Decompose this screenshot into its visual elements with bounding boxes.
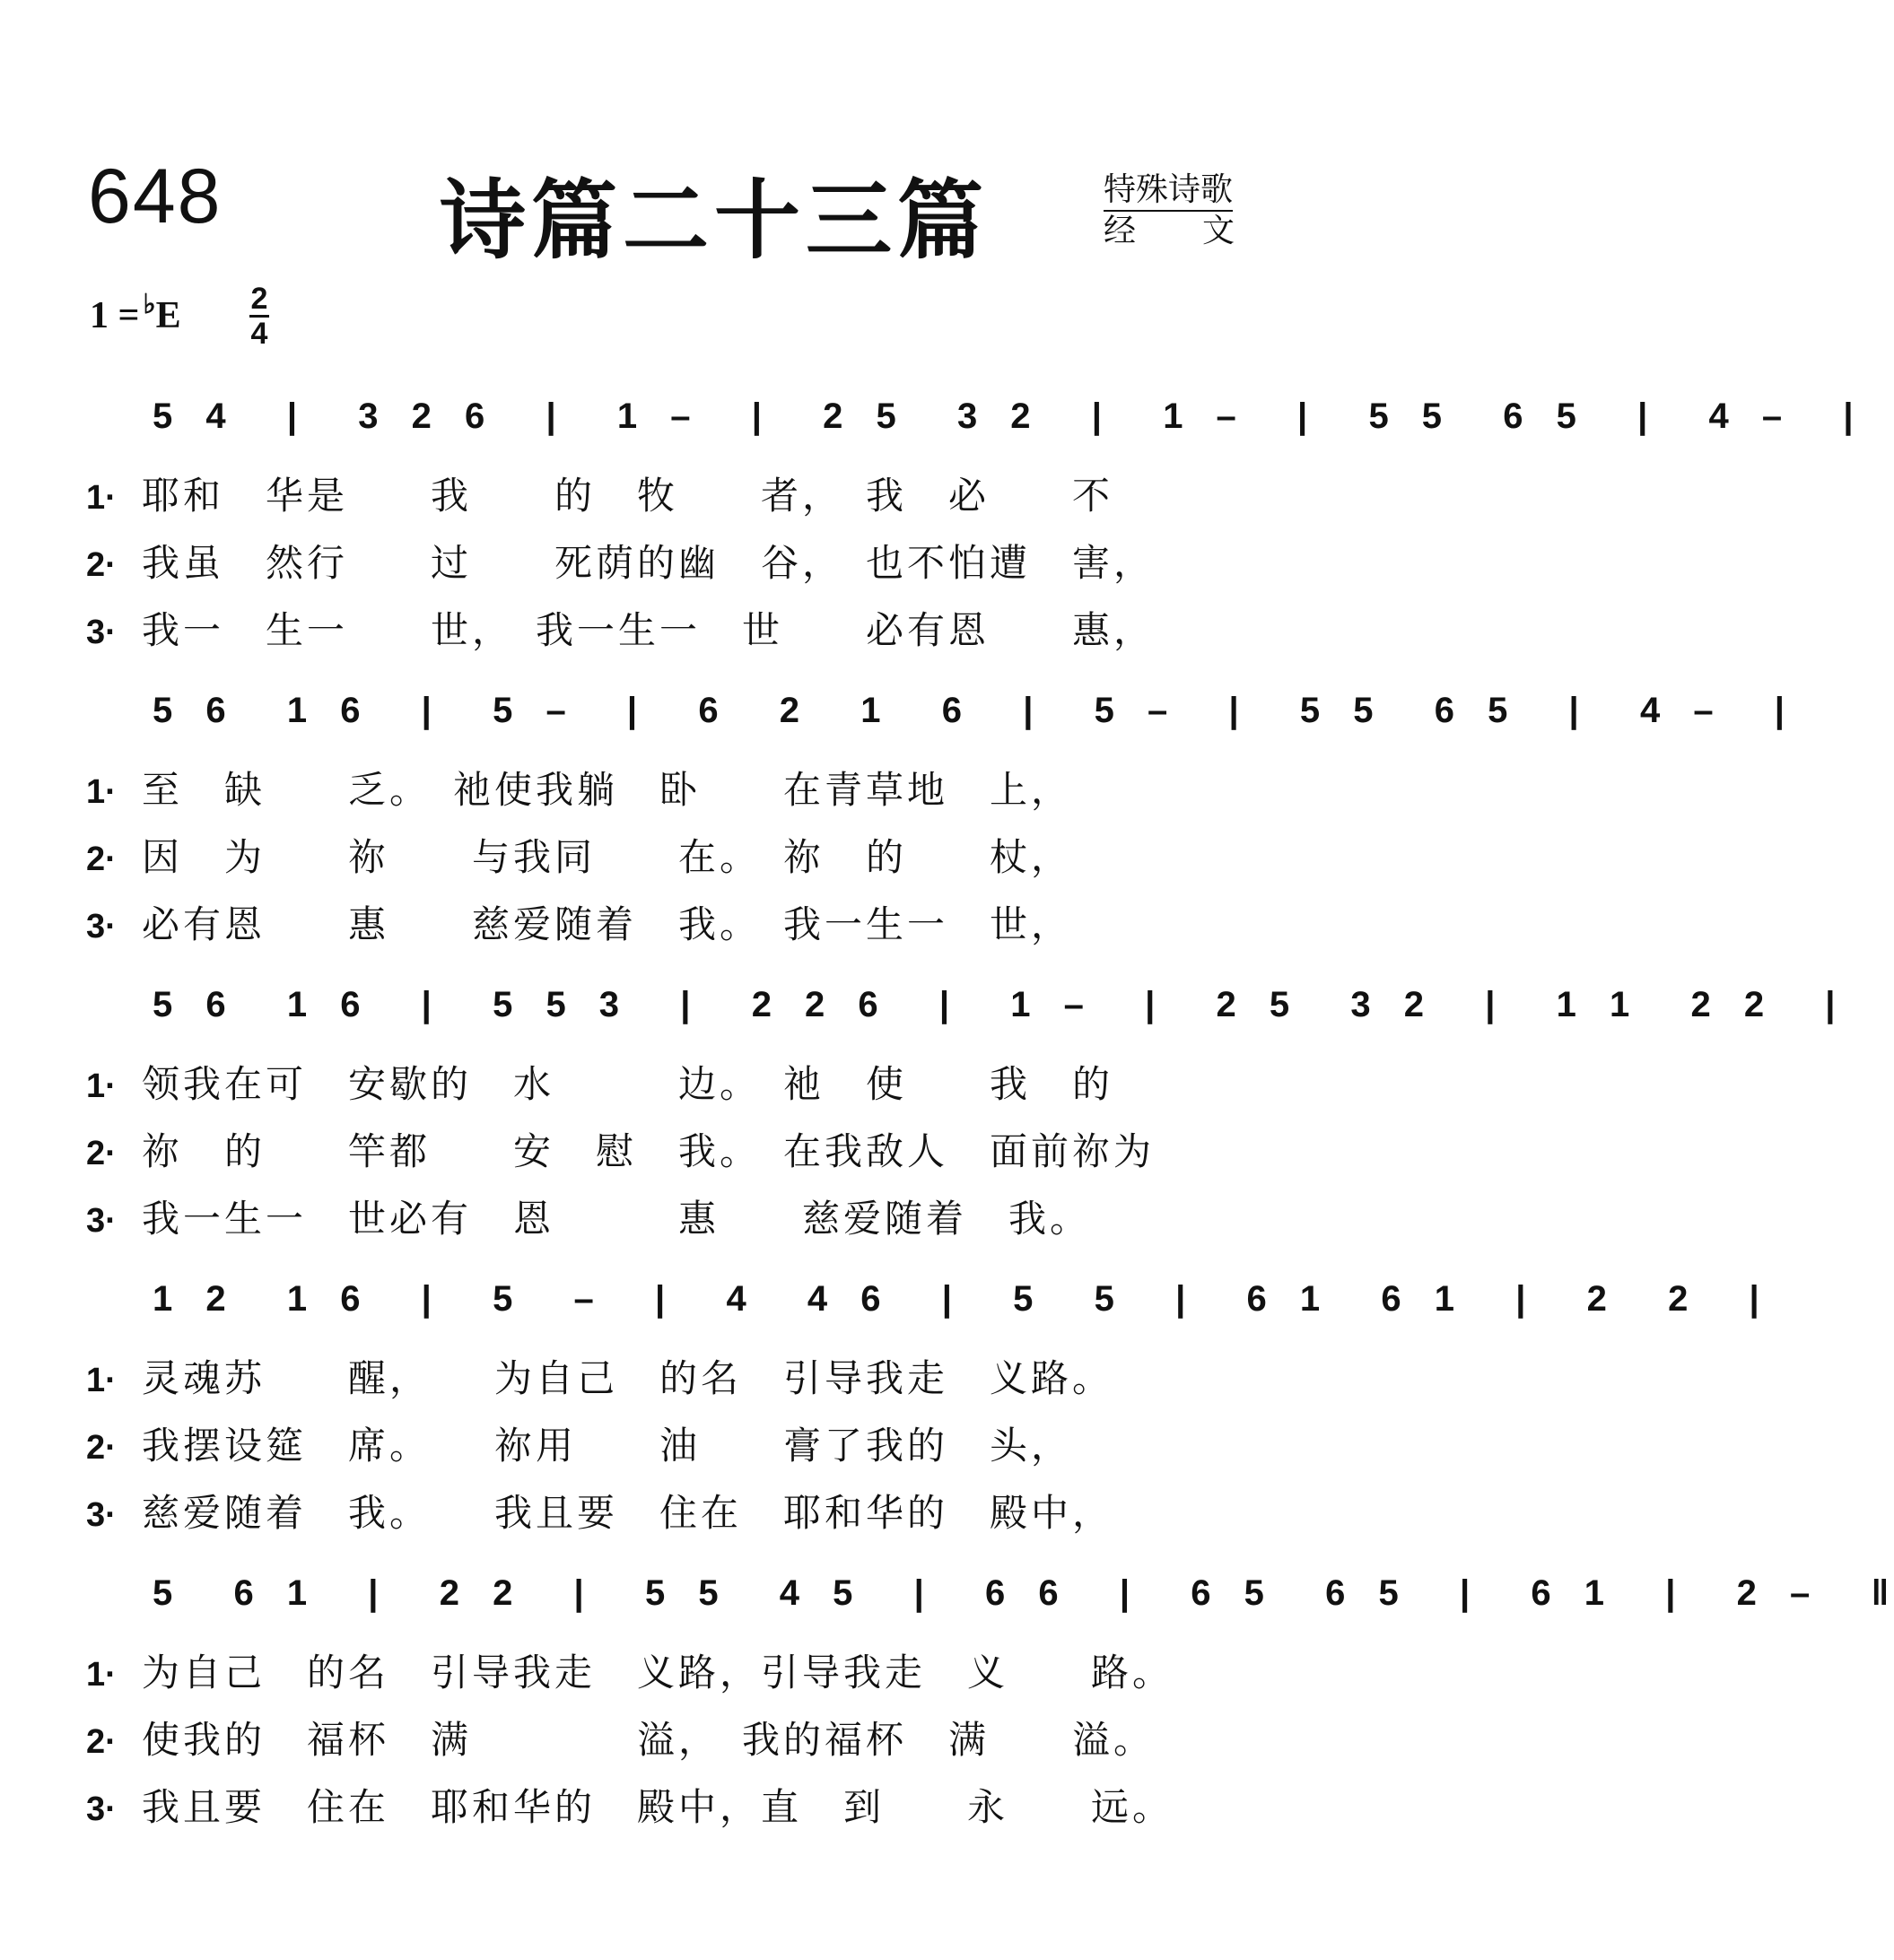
- verse-number: 2·: [86, 546, 117, 584]
- lyric-text: 至 缺 乏。 祂使我躺 卧 在青草地 上，: [142, 768, 1073, 812]
- source-char-2: 文: [1201, 213, 1235, 249]
- lyric-line: [86, 1643, 1174, 1697]
- verse-number: 3·: [86, 1790, 117, 1828]
- lyric-line: [86, 1122, 1155, 1176]
- lyric-text: 灵魂苏 醒， 为自己 的名 引导我走 义路。: [142, 1356, 1114, 1400]
- hymn-title: 诗篇二十三篇: [440, 170, 989, 271]
- time-bottom: 4: [250, 317, 268, 351]
- verse-number: 3·: [86, 1202, 117, 1240]
- lyric-text: 我虽 然行 过 死荫的幽 谷， 也不怕遭 害，: [142, 541, 1156, 585]
- source-label: [1104, 212, 1235, 251]
- lyric-text: 我且要 住在 耶和华的 殿中，直 到 永 远。: [142, 1785, 1174, 1829]
- lyric-line: [86, 601, 1155, 655]
- lyric-text: 我一 生一 世， 我一生一 世 必有恩 惠，: [142, 608, 1156, 652]
- notation-line: [0, 974, 1841, 1055]
- verse-number: 2·: [86, 841, 117, 878]
- verse-number: 1·: [86, 1362, 117, 1399]
- lyric-text: 我摆设筵 席。 祢用 油 膏了我的 头，: [142, 1424, 1073, 1468]
- verse-number: 3·: [86, 1496, 117, 1534]
- lyric-line: [86, 466, 1113, 520]
- lyric-line: [86, 1416, 1072, 1470]
- notation-line: [0, 386, 1859, 466]
- key-signature: [90, 290, 181, 337]
- notation-line: [0, 680, 1790, 761]
- lyric-line: [86, 1778, 1174, 1832]
- time-signature: [249, 283, 269, 349]
- lyric-text: 领我在可 安歇的 水 边。 祂 使 我 的: [142, 1062, 1114, 1106]
- verse-number: 1·: [86, 1656, 117, 1694]
- lyric-text: 必有恩 惠 慈爱随着 我。 我一生一 世，: [142, 902, 1073, 946]
- lyric-line: [86, 1484, 1113, 1538]
- notation-text: 5 6 1 | 2 2 | 5 5 4 5 | 6 6 | 6 5 6 5 | 6 1 | 2 – ‖: [153, 1573, 1894, 1613]
- hymn-meta: [1104, 170, 1235, 251]
- verse-number: 2·: [86, 1429, 117, 1467]
- lyric-line: [86, 761, 1072, 814]
- lyric-line: [86, 534, 1155, 588]
- hymn-number: 648: [88, 153, 223, 240]
- time-top: 2: [250, 282, 268, 316]
- notation-text: 5 4 | 3 2 6 | 1 – | 2 5 3 2 | 1 – | 5 5 6 5 | 4 – |: [153, 396, 1859, 436]
- notation-line: [0, 1268, 1765, 1349]
- lyric-text: 耶和 华是 我 的 牧 者， 我 必 不: [142, 474, 1114, 518]
- lyric-line: [86, 1349, 1113, 1403]
- notation-text: 1 2 1 6 | 5 – | 4 4 6 | 5 5 | 6 1 6 1 | 2 2 |: [153, 1279, 1765, 1319]
- lyric-line: [86, 1055, 1113, 1109]
- lyric-line: [86, 828, 1072, 882]
- lyric-text: 祢 的 竿都 安 慰 我。 在我敌人 面前祢为: [142, 1129, 1156, 1173]
- category-label: 特殊诗歌: [1104, 170, 1233, 212]
- lyric-line: [86, 1189, 1091, 1243]
- lyric-text: 我一生一 世必有 恩 惠 慈爱随着 我。: [142, 1197, 1092, 1241]
- key-prefix: 1 =: [90, 295, 140, 336]
- verse-number: 1·: [86, 773, 117, 811]
- lyric-line: [86, 895, 1072, 949]
- notation-text: 5 6 1 6 | 5 – | 6 2 1 6 | 5 – | 5 5 6 5 | 4 – |: [153, 691, 1790, 730]
- verse-number: 1·: [86, 479, 117, 517]
- flat-icon: ♭: [143, 290, 156, 319]
- lyric-text: 因 为 祢 与我同 在。 祢 的 杖，: [142, 835, 1073, 879]
- verse-number: 3·: [86, 908, 117, 945]
- lyric-text: 慈爱随着 我。 我且要 住在 耶和华的 殿中，: [142, 1491, 1114, 1535]
- verse-number: 2·: [86, 1135, 117, 1172]
- lyric-line: [86, 1711, 1155, 1764]
- verse-number: 3·: [86, 614, 117, 651]
- verse-number: 2·: [86, 1723, 117, 1761]
- notation-text: 5 6 1 6 | 5 5 3 | 2 2 6 | 1 – | 2 5 3 2 | 1 1 2 2 |: [153, 985, 1841, 1024]
- key-note: E: [155, 295, 181, 336]
- verse-number: 1·: [86, 1067, 117, 1105]
- lyric-text: 为自己 的名 引导我走 义路，引导我走 义 路。: [142, 1651, 1174, 1694]
- notation-line: [0, 1563, 1894, 1643]
- lyric-text: 使我的 福杯 满 溢， 我的福杯 满 溢。: [142, 1718, 1156, 1762]
- source-char-1: 经: [1104, 213, 1137, 249]
